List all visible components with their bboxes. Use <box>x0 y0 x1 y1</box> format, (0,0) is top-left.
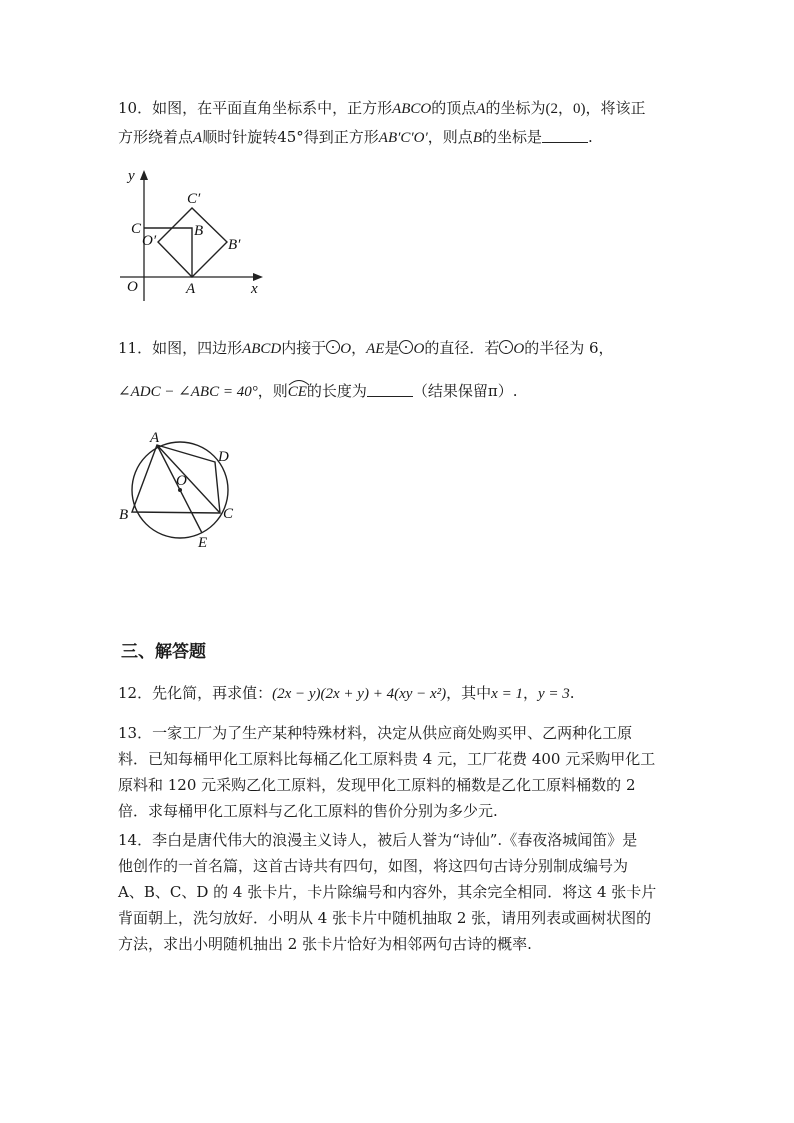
figure-q10-coordinate-plane <box>118 165 268 305</box>
q11-line-1: 11．如图，四边形ABCD内接于 O，AE是 O的直径．若 O的半径为 6， <box>118 339 614 357</box>
q10-line-2: 方形绕着点A顺时针旋转45°得到正方形AB′C′O′，则点B的坐标是 . <box>118 128 593 146</box>
coordinate-a: (2，0) <box>545 101 586 117</box>
q12-line: 12．先化简，再求值：(2x − y)(2x + y) + 4(xy − x²)，其中x = 1，y = 3. <box>118 684 575 702</box>
circle-dot-icon <box>326 340 340 354</box>
answer-blank <box>367 382 413 397</box>
q14-line-4: 背面朝上，洗匀放好．小明从 4 张卡片中随机抽取 2 张，请用列表或画树状图的 <box>118 909 652 927</box>
y-axis-arrow <box>140 170 148 180</box>
q13-line-3: 原料和 120 元采购乙化工原料，发现甲化工原料的桶数是乙化工原料桶数的 2 <box>118 776 636 794</box>
label-a: A <box>150 430 160 446</box>
q13-line-1: 13．一家工厂为了生产某种特殊材料，决定从供应商处购买甲、乙两种化工原 <box>118 724 633 742</box>
label-o: O <box>127 279 138 295</box>
label-b-prime: B′ <box>228 237 241 253</box>
label-x: x <box>251 281 258 297</box>
figure-q11-circle <box>115 428 245 552</box>
angle-expression: ∠ADC − ∠ABC = 40° <box>118 384 258 400</box>
q14-line-5: 方法，求出小明随机抽出 2 张卡片恰好为相邻两句古诗的概率. <box>118 935 532 953</box>
q14-line-3: A、B、C、D 的 4 张卡片，卡片除编号和内容外，其余完全相同．将这 4 张卡片 <box>118 883 657 901</box>
label-b: B <box>119 507 129 523</box>
label-o: O <box>176 473 187 489</box>
label-d: D <box>218 449 229 465</box>
arc-symbol-icon <box>288 378 310 386</box>
label-o-prime: O′ <box>142 233 157 249</box>
circle-dot-icon <box>499 340 513 354</box>
chord-ac <box>157 445 220 513</box>
circle-dot-icon <box>399 340 413 354</box>
q10-line-1: 10．如图，在平面直角坐标系中，正方形ABCO的顶点A的坐标为(2，0)，将该正 <box>118 99 646 117</box>
q14-line-2: 他创作的一首名篇，这首古诗共有四句，如图，将这四句古诗分别制成编号为 <box>118 857 629 875</box>
q11-line-2: ∠ADC − ∠ABC = 40°，则CE 的长度为 （结果保留π）. <box>118 381 518 402</box>
expression: (2x − y)(2x + y) + 4(xy − x²) <box>272 686 447 702</box>
label-a: A <box>186 281 196 297</box>
label-c-prime: C′ <box>187 191 201 207</box>
square-name-abco: ABCO <box>392 101 432 117</box>
q13-line-2: 料．已知每桶甲化工原料比每桶乙化工原料贵 4 元，工厂花费 400 元采购甲化工 <box>118 750 656 768</box>
q13-line-4: 倍．求每桶甲化工原料与乙化工原料的售价分别为多少元. <box>118 802 498 820</box>
square-name-rotated: AB′C′O′ <box>378 130 428 146</box>
label-y: y <box>128 168 135 184</box>
q14-line-1: 14．李白是唐代伟大的浪漫主义诗人，被后人誉为“诗仙”.《春夜洛城闻笛》是 <box>118 831 638 849</box>
answer-blank <box>542 128 588 143</box>
label-b: B <box>194 223 204 239</box>
point-a: A <box>476 101 486 117</box>
label-c: C <box>223 506 234 522</box>
x-axis-arrow <box>253 273 263 281</box>
section-title: 三、解答题 <box>121 642 206 662</box>
label-c: C <box>131 221 142 237</box>
arc-ce: CE <box>288 384 307 400</box>
label-e: E <box>198 535 208 551</box>
